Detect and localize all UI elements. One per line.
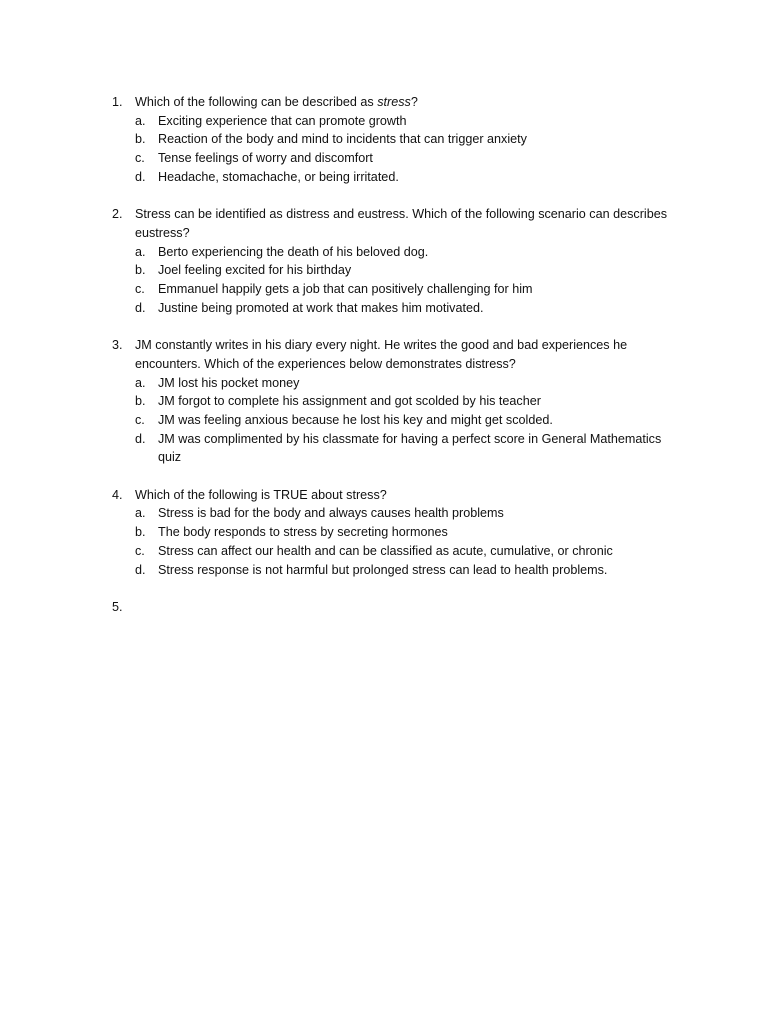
choice-text: Tense feelings of worry and discomfort <box>158 151 373 166</box>
choice-text: JM was complimented by his classmate for having a perfect score in General Mathematics quiz <box>158 431 662 465</box>
question-4 <box>112 486 672 580</box>
choice-c <box>135 542 672 561</box>
choice-a <box>135 504 672 523</box>
choice-letter: c. <box>135 543 145 558</box>
question-text: Which of the following is TRUE about stress? <box>135 487 387 502</box>
choice-text: Reaction of the body and mind to incidents that can trigger anxiety <box>158 132 527 147</box>
choice-b <box>135 130 672 149</box>
choice-c <box>135 280 672 299</box>
choice-d <box>135 299 672 318</box>
question-1 <box>112 93 672 187</box>
question-text <box>135 598 672 617</box>
choice-b <box>135 523 672 542</box>
choice-letter: a. <box>135 113 146 128</box>
question-number: 3. <box>112 338 123 353</box>
question-row <box>112 93 672 112</box>
choice-text: JM was feeling anxious because he lost his key and might get scolded. <box>158 412 553 427</box>
choice-a <box>135 243 672 262</box>
question-row <box>112 336 672 373</box>
choice-d <box>135 561 672 580</box>
choice-b <box>135 261 672 280</box>
question-3 <box>112 336 672 467</box>
choice-text: Exciting experience that can promote growth <box>158 113 407 128</box>
choice-list <box>135 112 672 187</box>
choice-letter: d. <box>135 300 146 315</box>
question-text-end: ? <box>410 95 418 109</box>
question-number: 2. <box>112 207 123 222</box>
choice-letter: b. <box>135 132 146 147</box>
choice-letter: c. <box>135 151 145 166</box>
choice-text: Headache, stomachache, or being irritated. <box>158 169 399 184</box>
choice-text: Berto experiencing the death of his beloved dog. <box>158 244 429 259</box>
choice-letter: b. <box>135 525 146 540</box>
question-number: 1. <box>112 95 123 109</box>
choice-a <box>135 374 672 393</box>
choice-text: The body responds to stress by secreting hormones <box>158 525 448 540</box>
choice-letter: d. <box>135 169 146 184</box>
choice-letter: c. <box>135 412 145 427</box>
choice-text: Stress can affect our health and can be classified as acute, cumulative, or chronic <box>158 543 613 558</box>
choice-text: Stress response is not harmful but prolonged stress can lead to health problems. <box>158 562 608 577</box>
question-number: 4. <box>112 487 123 502</box>
choice-text: JM lost his pocket money <box>158 375 300 390</box>
choice-text: Emmanuel happily gets a job that can positively challenging for him <box>158 282 533 297</box>
choice-a <box>135 112 672 131</box>
choice-letter: a. <box>135 244 146 259</box>
quiz-list <box>112 93 672 635</box>
choice-letter: a. <box>135 375 146 390</box>
question-row <box>112 205 672 242</box>
choice-c <box>135 411 672 430</box>
question-2 <box>112 205 672 317</box>
choice-letter: d. <box>135 562 146 577</box>
choice-list <box>135 504 672 579</box>
choice-d <box>135 168 672 187</box>
question-text-emphasis: stress <box>377 95 411 109</box>
question-text-start: Which of the following can be described as <box>135 95 378 109</box>
choice-letter: c. <box>135 282 145 297</box>
choice-list <box>135 374 672 468</box>
choice-text: JM forgot to complete his assignment and got scolded by his teacher <box>158 394 541 409</box>
choice-text: Stress is bad for the body and always causes health problems <box>158 506 504 521</box>
choice-letter: d. <box>135 431 146 446</box>
question-row <box>112 486 672 505</box>
question-row <box>112 598 672 617</box>
choice-text: Joel feeling excited for his birthday <box>158 263 352 278</box>
choice-b <box>135 392 672 411</box>
question-text <box>135 93 672 112</box>
question-text: Stress can be identified as distress and eustress. Which of the following scenario can describes eustress? <box>135 207 668 240</box>
choice-list <box>135 243 672 318</box>
choice-text: Justine being promoted at work that makes him motivated. <box>158 300 484 315</box>
choice-letter: b. <box>135 263 146 278</box>
choice-letter: a. <box>135 506 146 521</box>
choice-letter: b. <box>135 394 146 409</box>
choice-c <box>135 149 672 168</box>
question-number: 5. <box>112 599 123 614</box>
question-5 <box>112 598 672 617</box>
choice-d <box>135 430 672 467</box>
question-text: JM constantly writes in his diary every night. He writes the good and bad experiences he encounters. Which of the experiences below demonstrates distress? <box>135 338 628 371</box>
